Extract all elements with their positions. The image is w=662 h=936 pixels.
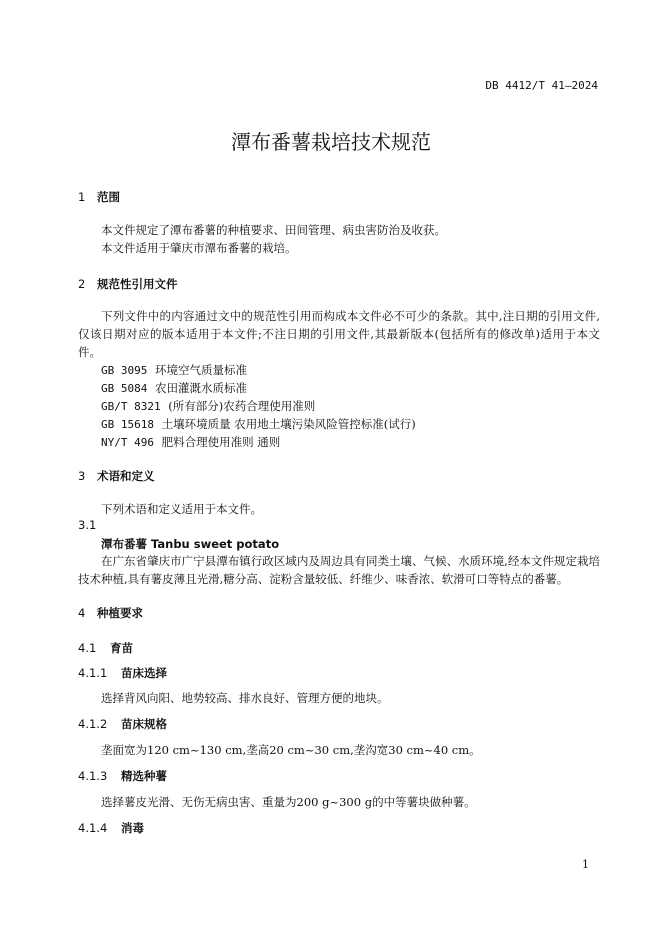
section-title: 规范性引用文件 [97,277,178,291]
reference-name: 土壤环境质量 农用地土壤污染风险管控标准(试行) [161,417,416,431]
section-number: 2 [78,277,86,291]
section-title: 术语和定义 [97,469,155,483]
reference-code: GB 15618 [101,418,154,431]
reference-item [101,433,280,452]
section-number: 3 [78,469,86,483]
reference-name: (所有部分)农药合理使用准则 [168,399,316,413]
reference-code: NY/T 496 [101,436,154,449]
section-4-1-3-paragraph: 选择薯皮光滑、无伤无病虫害、重量为200 g~300 g的中等薯块做种薯。 [101,795,476,809]
section-title: 苗床选择 [121,666,167,680]
reference-name: 环境空气质量标准 [155,363,248,377]
reference-item [101,397,315,416]
reference-code: GB 3095 [101,364,148,377]
section-title: 精选种薯 [121,769,167,783]
term-definition: 在广东省肇庆市广宁县潭布镇行政区域内及周边具有同类土壤、气候、水质环境,经本文件规定栽培技术种植,具有薯皮薄且光滑,糖分高、淀粉含量较低、纤维少、味香浓、软滑可口等特点的番薯。 [78,554,600,586]
section-title: 种植要求 [97,606,143,620]
document-code: DB 4412/T 41—2024 [485,79,598,92]
section-number: 4.1.4 [78,821,108,835]
reference-code: GB 5084 [101,382,148,395]
section-4-1-heading [78,640,133,656]
section-4-heading [78,605,143,621]
section-4-1-2-heading [78,716,167,732]
section-2-paragraph-1: 下列文件中的内容通过文中的规范性引用而构成本文件必不可少的条款。其中,注日期的引用文件,仅该日期对应的版本适用于本文件;不注日期的引用文件,其最新版本(包括所有的修改单)适用于本文件。 [78,309,600,359]
reference-item [101,415,416,434]
section-title: 范围 [97,190,120,204]
term-number: 3.1 [78,518,97,532]
section-1-paragraph-1: 本文件规定了潭布番薯的种植要求、田间管理、病虫害防治及收获。 [101,223,446,237]
reference-name: 农田灌溉水质标准 [155,381,248,395]
document-title: 潭布番薯栽培技术规范 [231,130,431,154]
term-name: 潭布番薯 Tanbu sweet potato [101,537,280,551]
reference-item [101,361,247,380]
section-4-1-1-heading [78,665,167,681]
reference-code: GB/T 8321 [101,400,161,413]
section-title: 育苗 [110,641,133,655]
section-number: 4.1 [78,641,97,655]
page-number: 1 [582,858,589,871]
section-number: 4.1.2 [78,717,108,731]
section-title: 消毒 [121,821,144,835]
section-4-1-2-paragraph: 垄面宽为120 cm~130 cm,垄高20 cm~30 cm,垄沟宽30 cm~40 cm。 [101,743,481,757]
reference-name: 肥料合理使用准则 通则 [161,435,281,449]
section-number: 4.1.3 [78,769,108,783]
section-number: 1 [78,190,86,204]
section-title: 苗床规格 [121,717,167,731]
section-number: 4 [78,606,86,620]
section-1-heading [78,189,120,205]
reference-item [101,379,247,398]
section-4-1-1-paragraph: 选择背风向阳、地势较高、排水良好、管理方便的地块。 [101,691,389,705]
section-4-1-4-heading [78,820,144,836]
section-4-1-3-heading [78,768,167,784]
section-1-paragraph-2: 本文件适用于肇庆市潭布番薯的栽培。 [101,241,297,255]
section-3-paragraph-1: 下列术语和定义适用于本文件。 [101,502,262,516]
section-number: 4.1.1 [78,666,108,680]
section-3-heading [78,468,155,484]
section-2-heading [78,276,178,292]
